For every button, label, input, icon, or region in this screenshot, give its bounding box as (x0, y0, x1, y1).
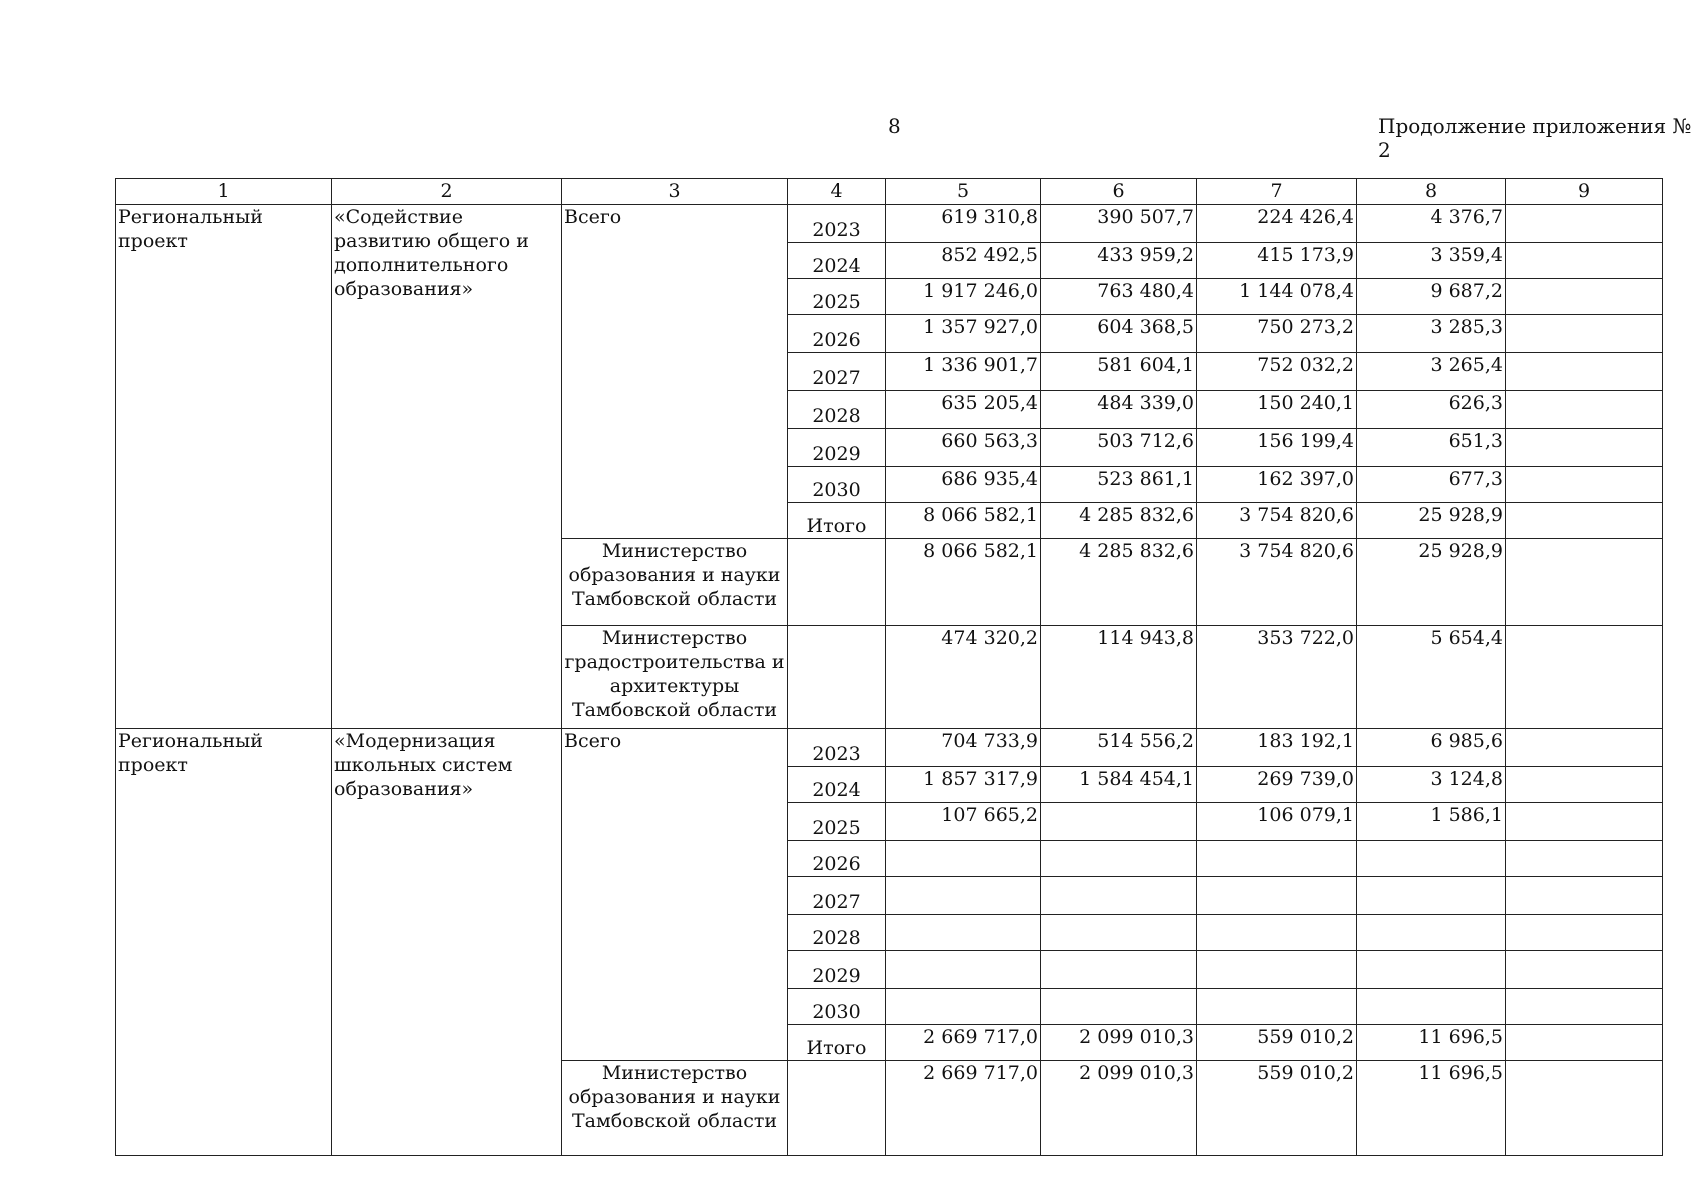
value-cell: 5 654,4 (1357, 626, 1506, 729)
value-cell (886, 915, 1041, 951)
value-cell: 619 310,8 (886, 205, 1041, 243)
value-cell (1506, 729, 1663, 767)
value-cell: 107 665,2 (886, 803, 1041, 841)
value-cell: 8 066 582,1 (886, 539, 1041, 626)
value-cell (886, 841, 1041, 877)
value-cell (1041, 915, 1197, 951)
value-cell (1506, 353, 1663, 391)
value-cell (886, 877, 1041, 915)
value-cell (1041, 803, 1197, 841)
value-cell: 484 339,0 (1041, 391, 1197, 429)
value-cell (886, 989, 1041, 1025)
year-cell: 2026 (788, 841, 886, 877)
project-name: «Содействие развитию общего и дополнительного образования» (332, 205, 562, 729)
value-cell (1197, 877, 1357, 915)
value-cell: 750 273,2 (1197, 315, 1357, 353)
continuation-label: Продолжение приложения № 2 (1378, 114, 1692, 162)
value-cell: 162 397,0 (1197, 467, 1357, 503)
year-cell: 2025 (788, 279, 886, 315)
project-type: Региональный проект (116, 205, 332, 729)
value-cell (1357, 951, 1506, 989)
value-cell: 626,3 (1357, 391, 1506, 429)
value-cell: 1 586,1 (1357, 803, 1506, 841)
executor-name: Министерство образования и науки Тамбовской области (562, 539, 788, 626)
value-cell: 2 099 010,3 (1041, 1061, 1197, 1156)
budget-table (115, 178, 1663, 1156)
executor-name: Министерство градостроительства и архитектуры Тамбовской области (562, 626, 788, 729)
value-cell: 415 173,9 (1197, 243, 1357, 279)
value-cell (1506, 539, 1663, 626)
year-cell (788, 1061, 886, 1156)
total-label: Всего (562, 729, 788, 1061)
value-cell: 433 959,2 (1041, 243, 1197, 279)
page-number: 8 (888, 114, 901, 138)
value-cell: 150 240,1 (1197, 391, 1357, 429)
value-cell (1506, 1025, 1663, 1061)
value-cell: 3 754 820,6 (1197, 503, 1357, 539)
year-cell: 2026 (788, 315, 886, 353)
value-cell: 156 199,4 (1197, 429, 1357, 467)
value-cell: 651,3 (1357, 429, 1506, 467)
value-cell: 1 857 317,9 (886, 767, 1041, 803)
column-number-row (116, 179, 1663, 205)
year-cell: 2023 (788, 729, 886, 767)
value-cell (1506, 429, 1663, 467)
value-cell (1041, 841, 1197, 877)
value-cell (1357, 841, 1506, 877)
year-cell: 2030 (788, 989, 886, 1025)
value-cell: 4 285 832,6 (1041, 539, 1197, 626)
column-number: 2 (332, 179, 562, 205)
value-cell: 25 928,9 (1357, 539, 1506, 626)
value-cell (1197, 915, 1357, 951)
value-cell: 559 010,2 (1197, 1025, 1357, 1061)
value-cell (1506, 767, 1663, 803)
value-cell: 8 066 582,1 (886, 503, 1041, 539)
value-cell (1506, 279, 1663, 315)
year-cell: 2024 (788, 243, 886, 279)
year-cell: 2024 (788, 767, 886, 803)
value-cell: 3 285,3 (1357, 315, 1506, 353)
value-cell (886, 951, 1041, 989)
project-name: «Модернизация школьных систем образования» (332, 729, 562, 1156)
value-cell: 11 696,5 (1357, 1061, 1506, 1156)
value-cell: 353 722,0 (1197, 626, 1357, 729)
year-cell: 2027 (788, 353, 886, 391)
value-cell (1357, 915, 1506, 951)
value-cell: 635 205,4 (886, 391, 1041, 429)
value-cell: 3 754 820,6 (1197, 539, 1357, 626)
table-row (116, 205, 1663, 243)
value-cell: 604 368,5 (1041, 315, 1197, 353)
column-number: 1 (116, 179, 332, 205)
value-cell: 2 669 717,0 (886, 1061, 1041, 1156)
value-cell (1506, 205, 1663, 243)
year-cell: Итого (788, 503, 886, 539)
value-cell: 852 492,5 (886, 243, 1041, 279)
value-cell: 183 192,1 (1197, 729, 1357, 767)
value-cell (1041, 877, 1197, 915)
value-cell: 2 669 717,0 (886, 1025, 1041, 1061)
value-cell (1506, 803, 1663, 841)
value-cell: 660 563,3 (886, 429, 1041, 467)
value-cell: 390 507,7 (1041, 205, 1197, 243)
year-cell (788, 539, 886, 626)
value-cell (1041, 951, 1197, 989)
year-cell: 2028 (788, 391, 886, 429)
year-cell (788, 626, 886, 729)
executor-name: Министерство образования и науки Тамбовской области (562, 1061, 788, 1156)
value-cell (1041, 989, 1197, 1025)
value-cell: 503 712,6 (1041, 429, 1197, 467)
value-cell: 3 124,8 (1357, 767, 1506, 803)
value-cell: 1 584 454,1 (1041, 767, 1197, 803)
value-cell (1357, 989, 1506, 1025)
value-cell: 3 265,4 (1357, 353, 1506, 391)
value-cell (1506, 315, 1663, 353)
value-cell: 114 943,8 (1041, 626, 1197, 729)
column-number: 7 (1197, 179, 1357, 205)
value-cell (1506, 877, 1663, 915)
value-cell: 763 480,4 (1041, 279, 1197, 315)
value-cell: 1 144 078,4 (1197, 279, 1357, 315)
value-cell: 686 935,4 (886, 467, 1041, 503)
year-cell: 2025 (788, 803, 886, 841)
value-cell: 4 376,7 (1357, 205, 1506, 243)
value-cell: 1 917 246,0 (886, 279, 1041, 315)
value-cell: 581 604,1 (1041, 353, 1197, 391)
value-cell: 704 733,9 (886, 729, 1041, 767)
value-cell (1506, 243, 1663, 279)
value-cell: 269 739,0 (1197, 767, 1357, 803)
value-cell: 11 696,5 (1357, 1025, 1506, 1061)
column-number: 4 (788, 179, 886, 205)
value-cell (1506, 915, 1663, 951)
year-cell: 2028 (788, 915, 886, 951)
value-cell (1197, 951, 1357, 989)
column-number: 8 (1357, 179, 1506, 205)
year-cell: Итого (788, 1025, 886, 1061)
table-row (116, 729, 1663, 767)
value-cell (1506, 626, 1663, 729)
column-number: 6 (1041, 179, 1197, 205)
value-cell: 752 032,2 (1197, 353, 1357, 391)
column-number: 9 (1506, 179, 1663, 205)
value-cell: 1 357 927,0 (886, 315, 1041, 353)
value-cell: 559 010,2 (1197, 1061, 1357, 1156)
value-cell: 514 556,2 (1041, 729, 1197, 767)
value-cell: 523 861,1 (1041, 467, 1197, 503)
year-cell: 2027 (788, 877, 886, 915)
value-cell (1506, 951, 1663, 989)
value-cell (1506, 467, 1663, 503)
year-cell: 2029 (788, 429, 886, 467)
value-cell (1506, 841, 1663, 877)
value-cell: 677,3 (1357, 467, 1506, 503)
value-cell (1506, 1061, 1663, 1156)
year-cell: 2023 (788, 205, 886, 243)
value-cell (1506, 391, 1663, 429)
value-cell: 2 099 010,3 (1041, 1025, 1197, 1061)
project-type: Региональный проект (116, 729, 332, 1156)
value-cell: 224 426,4 (1197, 205, 1357, 243)
value-cell (1197, 989, 1357, 1025)
column-number: 3 (562, 179, 788, 205)
value-cell: 106 079,1 (1197, 803, 1357, 841)
value-cell: 1 336 901,7 (886, 353, 1041, 391)
year-cell: 2030 (788, 467, 886, 503)
value-cell: 9 687,2 (1357, 279, 1506, 315)
value-cell (1197, 841, 1357, 877)
value-cell: 6 985,6 (1357, 729, 1506, 767)
value-cell: 25 928,9 (1357, 503, 1506, 539)
value-cell: 3 359,4 (1357, 243, 1506, 279)
column-number: 5 (886, 179, 1041, 205)
year-cell: 2029 (788, 951, 886, 989)
value-cell: 474 320,2 (886, 626, 1041, 729)
value-cell (1506, 989, 1663, 1025)
value-cell: 4 285 832,6 (1041, 503, 1197, 539)
value-cell (1357, 877, 1506, 915)
total-label: Всего (562, 205, 788, 539)
value-cell (1506, 503, 1663, 539)
